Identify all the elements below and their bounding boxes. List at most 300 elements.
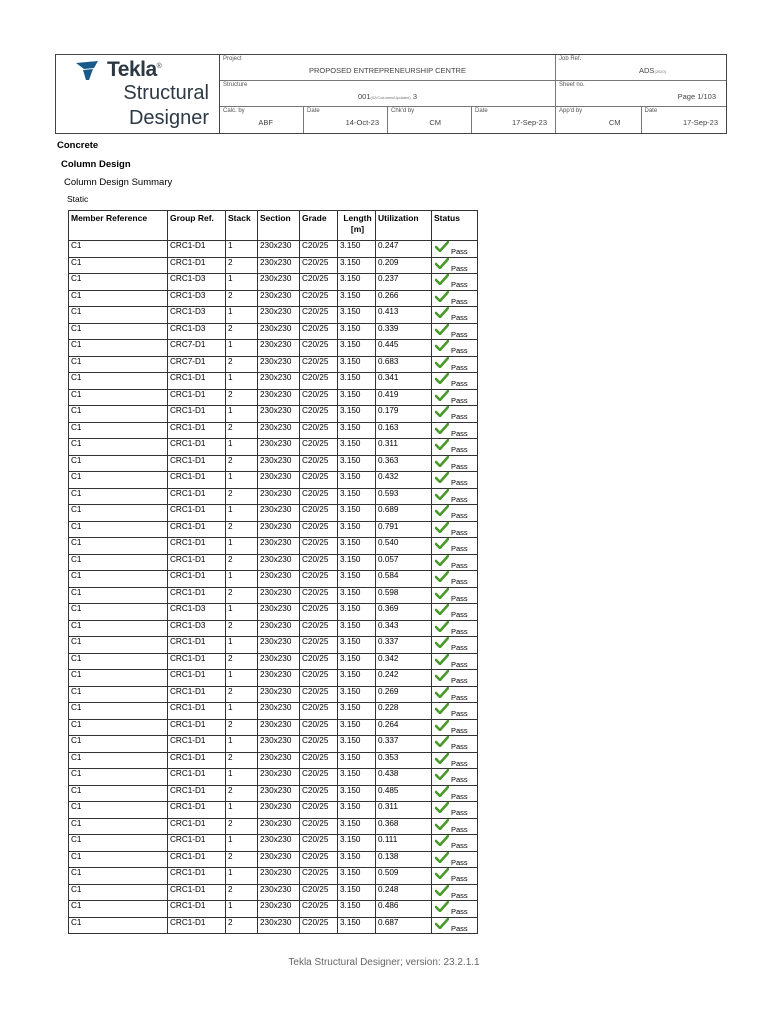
jobref-value: ADS(2020) (639, 66, 666, 75)
grade-cell: C20/25 (300, 373, 338, 390)
logo-block (56, 55, 220, 133)
date1-value: 14-Oct-23 (345, 118, 379, 127)
section-heading-column-design: Column Design (61, 159, 131, 170)
stack-cell: 2 (226, 455, 258, 472)
stack-cell: 1 (226, 802, 258, 819)
utilization-cell: 0.369 (376, 604, 432, 621)
status-cell (432, 785, 478, 802)
utilization-cell: 0.486 (376, 901, 432, 918)
grade-cell: C20/25 (300, 472, 338, 489)
length-cell: 3.150 (338, 653, 376, 670)
length-cell: 3.150 (338, 637, 376, 654)
grade-cell: C20/25 (300, 769, 338, 786)
utilization-cell: 0.791 (376, 521, 432, 538)
member-ref-cell: C1 (69, 472, 168, 489)
table-row (69, 455, 478, 472)
section-cell: 230x230 (258, 670, 300, 687)
sheet-value: Page 1/103 (677, 92, 716, 101)
section-cell: 230x230 (258, 257, 300, 274)
group-ref-cell: CRC7-D1 (168, 356, 226, 373)
status-cell (432, 356, 478, 373)
table-row (69, 538, 478, 555)
group-ref-cell: CRC1-D1 (168, 257, 226, 274)
section-cell: 230x230 (258, 439, 300, 456)
stack-cell: 2 (226, 620, 258, 637)
section-cell: 230x230 (258, 703, 300, 720)
checkmark-icon (435, 489, 449, 500)
status-text: Pass (451, 544, 468, 553)
grade-cell: C20/25 (300, 884, 338, 901)
utilization-cell: 0.419 (376, 389, 432, 406)
group-ref-cell: CRC1-D1 (168, 917, 226, 934)
group-ref-cell: CRC1-D1 (168, 736, 226, 753)
grade-cell: C20/25 (300, 917, 338, 934)
col-header-stack: Stack (226, 211, 258, 241)
group-ref-cell: CRC1-D1 (168, 769, 226, 786)
utilization-cell: 0.242 (376, 670, 432, 687)
status-text: Pass (451, 610, 468, 619)
status-cell (432, 587, 478, 604)
table-row (69, 637, 478, 654)
section-cell: 230x230 (258, 505, 300, 522)
utilization-cell: 0.269 (376, 686, 432, 703)
grade-cell: C20/25 (300, 653, 338, 670)
status-text: Pass (451, 395, 468, 405)
table-row (69, 257, 478, 274)
date3-label: Date (644, 108, 658, 114)
member-ref-cell: C1 (69, 802, 168, 819)
stack-cell: 1 (226, 307, 258, 324)
table-row (69, 472, 478, 489)
section-cell: 230x230 (258, 488, 300, 505)
length-cell: 3.150 (338, 802, 376, 819)
status-cell (432, 752, 478, 769)
status-cell (432, 241, 478, 258)
member-ref-cell: C1 (69, 851, 168, 868)
status-cell (432, 802, 478, 819)
section-cell: 230x230 (258, 472, 300, 489)
stack-cell: 2 (226, 356, 258, 373)
section-cell: 230x230 (258, 604, 300, 621)
member-ref-cell: C1 (69, 323, 168, 340)
col-header-section: Section (258, 211, 300, 241)
table-row (69, 917, 478, 934)
checkmark-icon (435, 687, 449, 698)
utilization-cell: 0.445 (376, 340, 432, 357)
member-ref-cell: C1 (69, 769, 168, 786)
length-cell: 3.150 (338, 686, 376, 703)
table-row (69, 604, 478, 621)
table-row (69, 323, 478, 340)
table-row (69, 505, 478, 522)
length-cell: 3.150 (338, 752, 376, 769)
stack-cell: 2 (226, 686, 258, 703)
status-text: Pass (451, 577, 468, 586)
table-row (69, 736, 478, 753)
status-cell (432, 818, 478, 835)
length-cell: 3.150 (338, 818, 376, 835)
status-cell (432, 340, 478, 357)
table-row (69, 340, 478, 357)
grade-cell: C20/25 (300, 719, 338, 736)
checkmark-icon (435, 291, 449, 302)
calc-by-value: ABF (258, 118, 273, 127)
length-cell: 3.150 (338, 521, 376, 538)
table-row (69, 356, 478, 373)
grade-cell: C20/25 (300, 620, 338, 637)
status-cell (432, 373, 478, 390)
utilization-cell: 0.247 (376, 241, 432, 258)
table-row (69, 406, 478, 423)
table-row (69, 884, 478, 901)
table-row (69, 290, 478, 307)
length-cell: 3.150 (338, 554, 376, 571)
utilization-cell: 0.311 (376, 439, 432, 456)
checkmark-icon (435, 423, 449, 434)
stack-cell: 2 (226, 917, 258, 934)
utilization-cell: 0.413 (376, 307, 432, 324)
section-cell: 230x230 (258, 323, 300, 340)
grade-cell: C20/25 (300, 703, 338, 720)
member-ref-cell: C1 (69, 488, 168, 505)
member-ref-cell: C1 (69, 868, 168, 885)
stack-cell: 1 (226, 373, 258, 390)
status-cell (432, 670, 478, 687)
length-cell: 3.150 (338, 241, 376, 258)
grade-cell: C20/25 (300, 340, 338, 357)
status-cell (432, 736, 478, 753)
status-text: Pass (451, 329, 468, 339)
grade-cell: C20/25 (300, 670, 338, 687)
stack-cell: 2 (226, 521, 258, 538)
length-cell: 3.150 (338, 290, 376, 307)
section-cell: 230x230 (258, 653, 300, 670)
stack-cell: 1 (226, 637, 258, 654)
status-cell (432, 521, 478, 538)
checkmark-icon (435, 670, 449, 681)
section-cell: 230x230 (258, 769, 300, 786)
grade-cell: C20/25 (300, 637, 338, 654)
table-row (69, 769, 478, 786)
utilization-cell: 0.584 (376, 571, 432, 588)
member-ref-cell: C1 (69, 406, 168, 423)
section-cell: 230x230 (258, 241, 300, 258)
chkd-by-cell (388, 107, 472, 133)
chkd-by-label: Chk'd by (391, 108, 415, 114)
checkmark-icon (435, 307, 449, 318)
table-row (69, 274, 478, 291)
table-row (69, 653, 478, 670)
group-ref-cell: CRC1-D1 (168, 538, 226, 555)
table-row (69, 373, 478, 390)
table-row (69, 835, 478, 852)
table-row (69, 818, 478, 835)
utilization-cell: 0.342 (376, 653, 432, 670)
member-ref-cell: C1 (69, 637, 168, 654)
table-row (69, 554, 478, 571)
page-header (55, 54, 727, 134)
status-text: Pass (451, 593, 468, 603)
stack-cell: 1 (226, 241, 258, 258)
group-ref-cell: CRC1-D1 (168, 505, 226, 522)
jobref-tiny: (2020) (654, 69, 666, 74)
group-ref-cell: CRC1-D1 (168, 703, 226, 720)
grade-cell: C20/25 (300, 505, 338, 522)
utilization-cell: 0.432 (376, 472, 432, 489)
utilization-cell: 0.509 (376, 868, 432, 885)
checkmark-icon (435, 555, 449, 566)
section-cell: 230x230 (258, 554, 300, 571)
member-ref-cell: C1 (69, 521, 168, 538)
sheet-label: Sheet no. (559, 82, 585, 88)
group-ref-cell: CRC1-D1 (168, 406, 226, 423)
status-cell (432, 290, 478, 307)
status-text: Pass (451, 890, 468, 900)
checks-cell (220, 107, 556, 133)
col-header-status: Status (432, 211, 478, 241)
utilization-cell: 0.485 (376, 785, 432, 802)
utilization-cell: 0.540 (376, 538, 432, 555)
table-row (69, 439, 478, 456)
checkmark-icon (435, 406, 449, 417)
status-cell (432, 257, 478, 274)
grade-cell: C20/25 (300, 356, 338, 373)
status-cell (432, 323, 478, 340)
stack-cell: 1 (226, 472, 258, 489)
stack-cell: 1 (226, 439, 258, 456)
group-ref-cell: CRC1-D1 (168, 472, 226, 489)
checkmark-icon (435, 588, 449, 599)
utilization-cell: 0.341 (376, 373, 432, 390)
checkmark-icon (435, 472, 449, 483)
stack-cell: 2 (226, 653, 258, 670)
project-label: Project (223, 56, 242, 62)
group-ref-cell: CRC1-D1 (168, 389, 226, 406)
group-ref-cell: CRC1-D1 (168, 785, 226, 802)
member-ref-cell: C1 (69, 373, 168, 390)
section-cell: 230x230 (258, 521, 300, 538)
section-cell: 230x230 (258, 620, 300, 637)
utilization-cell: 0.337 (376, 637, 432, 654)
checkmark-icon (435, 852, 449, 863)
member-ref-cell: C1 (69, 719, 168, 736)
stack-cell: 1 (226, 769, 258, 786)
col-header-group-ref: Group Ref. (168, 211, 226, 241)
checkmark-icon (435, 901, 449, 912)
member-ref-cell: C1 (69, 241, 168, 258)
stack-cell: 2 (226, 257, 258, 274)
status-text: Pass (451, 841, 468, 850)
stack-cell: 2 (226, 554, 258, 571)
length-cell: 3.150 (338, 670, 376, 687)
group-ref-cell: CRC1-D1 (168, 488, 226, 505)
status-cell (432, 307, 478, 324)
group-ref-cell: CRC1-D1 (168, 835, 226, 852)
status-cell (432, 505, 478, 522)
status-cell (432, 472, 478, 489)
checkmark-icon (435, 505, 449, 516)
grade-cell: C20/25 (300, 554, 338, 571)
length-cell: 3.150 (338, 538, 376, 555)
group-ref-cell: CRC1-D1 (168, 439, 226, 456)
sheet-cell (556, 81, 726, 107)
grade-cell: C20/25 (300, 785, 338, 802)
grade-cell: C20/25 (300, 538, 338, 555)
checkmark-icon (435, 522, 449, 533)
section-cell: 230x230 (258, 736, 300, 753)
header-info-grid (220, 55, 726, 133)
stack-cell: 1 (226, 835, 258, 852)
table-row (69, 488, 478, 505)
status-cell (432, 769, 478, 786)
grade-cell: C20/25 (300, 736, 338, 753)
status-text: Pass (451, 923, 468, 933)
table-row (69, 802, 478, 819)
utilization-cell: 0.683 (376, 356, 432, 373)
checkmark-icon (435, 753, 449, 764)
length-cell: 3.150 (338, 769, 376, 786)
utilization-cell: 0.687 (376, 917, 432, 934)
status-text: Pass (451, 445, 468, 454)
member-ref-cell: C1 (69, 274, 168, 291)
date3-cell (642, 107, 727, 133)
date2-label: Date (475, 108, 488, 114)
table-row (69, 521, 478, 538)
checkmark-icon (435, 390, 449, 401)
appd-by-label: App'd by (559, 108, 583, 114)
table-row (69, 307, 478, 324)
status-text: Pass (451, 560, 468, 570)
utilization-cell: 0.339 (376, 323, 432, 340)
tekla-logo-icon (76, 61, 100, 81)
checkmark-icon (435, 786, 449, 797)
member-ref-cell: C1 (69, 554, 168, 571)
section-cell: 230x230 (258, 884, 300, 901)
section-heading-concrete: Concrete (57, 140, 99, 151)
stack-cell: 2 (226, 422, 258, 439)
checkmark-icon (435, 456, 449, 467)
group-ref-cell: CRC1-D3 (168, 290, 226, 307)
checkmark-icon (435, 241, 449, 252)
member-ref-cell: C1 (69, 571, 168, 588)
utilization-cell: 0.138 (376, 851, 432, 868)
length-cell: 3.150 (338, 620, 376, 637)
section-cell: 230x230 (258, 389, 300, 406)
stack-cell: 2 (226, 719, 258, 736)
section-cell: 230x230 (258, 868, 300, 885)
table-row (69, 422, 478, 439)
member-ref-cell: C1 (69, 587, 168, 604)
stack-cell: 1 (226, 274, 258, 291)
status-cell (432, 604, 478, 621)
utilization-cell: 0.598 (376, 587, 432, 604)
jobref-cell (556, 55, 726, 81)
checkmark-icon (435, 703, 449, 714)
grade-cell: C20/25 (300, 323, 338, 340)
stack-cell: 2 (226, 785, 258, 802)
utilization-cell: 0.209 (376, 257, 432, 274)
table-row (69, 785, 478, 802)
status-cell (432, 703, 478, 720)
status-text: Pass (451, 907, 468, 916)
section-heading-summary: Column Design Summary (64, 177, 173, 188)
grade-cell: C20/25 (300, 587, 338, 604)
checkmark-icon (435, 571, 449, 582)
length-cell: 3.150 (338, 472, 376, 489)
group-ref-cell: CRC1-D1 (168, 521, 226, 538)
checkmark-icon (435, 720, 449, 731)
status-text: Pass (451, 824, 468, 834)
status-text: Pass (451, 742, 468, 751)
checkmark-icon (435, 439, 449, 450)
table-row (69, 620, 478, 637)
date3-value: 17-Sep-23 (682, 118, 718, 127)
grade-cell: C20/25 (300, 851, 338, 868)
status-cell (432, 439, 478, 456)
section-cell: 230x230 (258, 752, 300, 769)
grade-cell: C20/25 (300, 455, 338, 472)
group-ref-cell: CRC1-D1 (168, 686, 226, 703)
member-ref-cell: C1 (69, 538, 168, 555)
group-ref-cell: CRC7-D1 (168, 340, 226, 357)
checkmark-icon (435, 918, 449, 929)
status-text: Pass (451, 346, 468, 355)
status-text: Pass (451, 280, 468, 289)
status-cell (432, 406, 478, 423)
date2-cell (472, 107, 555, 133)
group-ref-cell: CRC1-D1 (168, 670, 226, 687)
stack-cell: 2 (226, 323, 258, 340)
status-text: Pass (451, 692, 468, 702)
grade-cell: C20/25 (300, 835, 338, 852)
section-cell: 230x230 (258, 851, 300, 868)
status-cell (432, 274, 478, 291)
length-cell: 3.150 (338, 571, 376, 588)
member-ref-cell: C1 (69, 455, 168, 472)
length-cell: 3.150 (338, 868, 376, 885)
stack-cell: 1 (226, 340, 258, 357)
checkmark-icon (435, 868, 449, 879)
stack-cell: 1 (226, 604, 258, 621)
status-text: Pass (451, 478, 468, 487)
group-ref-cell: CRC1-D1 (168, 818, 226, 835)
length-cell: 3.150 (338, 884, 376, 901)
status-cell (432, 422, 478, 439)
status-cell (432, 620, 478, 637)
utilization-cell: 0.264 (376, 719, 432, 736)
status-text: Pass (451, 461, 468, 471)
col-header-length: Length [m] (338, 211, 376, 241)
group-ref-cell: CRC1-D1 (168, 884, 226, 901)
status-cell (432, 686, 478, 703)
group-ref-cell: CRC1-D1 (168, 587, 226, 604)
member-ref-cell: C1 (69, 340, 168, 357)
checkmark-icon (435, 258, 449, 269)
member-ref-cell: C1 (69, 901, 168, 918)
utilization-cell: 0.368 (376, 818, 432, 835)
grade-cell: C20/25 (300, 604, 338, 621)
grade-cell: C20/25 (300, 818, 338, 835)
status-cell (432, 389, 478, 406)
section-cell: 230x230 (258, 373, 300, 390)
table-row (69, 851, 478, 868)
col-header-grade: Grade (300, 211, 338, 241)
utilization-cell: 0.343 (376, 620, 432, 637)
status-text: Pass (451, 643, 468, 652)
group-ref-cell: CRC1-D1 (168, 653, 226, 670)
status-text: Pass (451, 808, 468, 817)
group-ref-cell: CRC1-D1 (168, 571, 226, 588)
